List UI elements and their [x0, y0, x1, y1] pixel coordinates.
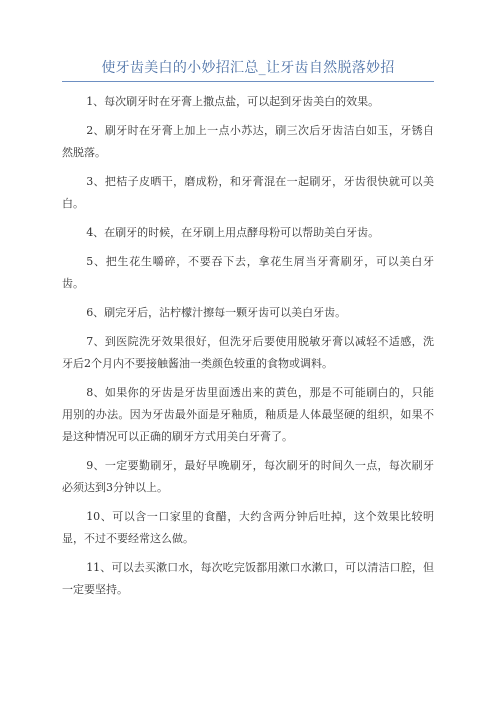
paragraph-3: 3、把桔子皮晒干，磨成粉，和牙膏混在一起刷牙，牙齿很快就可以美白。 — [62, 175, 434, 210]
document-body — [62, 91, 434, 608]
page-title: 使牙齿美白的小妙招汇总_让牙齿自然脱落妙招 — [101, 60, 395, 76]
paragraph-7: 7、到医院洗牙效果很好，但洗牙后要使用脱敏牙膏以减轻不适感，洗牙后2个月内不要接触酱油一类颜色较重的食物或调料。 — [62, 335, 434, 370]
paragraph-6: 6、刷完牙后，沾柠檬汁擦每一颗牙齿可以美白牙齿。 — [86, 306, 347, 319]
paragraph-10: 10、可以含一口家里的食醋，大约含两分钟后吐掉，这个效果比较明显，不过不要经常这么做。 — [62, 510, 434, 545]
paragraph-11: 11、可以去买漱口水，每次吃完饭都用漱口水漱口，可以清洁口腔，但一定要坚持。 — [62, 561, 434, 596]
paragraph-5: 5、把生花生嚼碎，不要吞下去，拿花生屑当牙膏刷牙，可以美白牙齿。 — [62, 255, 434, 290]
paragraph-8: 8、如果你的牙齿是牙齿里面透出来的黄色，那是不可能刷白的，只能用别的办法。因为牙齿最外面是牙釉质，釉质是人体最坚硬的组织，如果不是这种情况可以正确的刷牙方式用美白牙膏了。 — [62, 386, 434, 443]
title-divider — [62, 81, 434, 82]
paragraph-1: 1、每次刷牙时在牙膏上撒点盐，可以起到牙齿美白的效果。 — [86, 95, 380, 108]
paragraph-4: 4、在刷牙的时候，在牙刷上用点酵母粉可以帮助美白牙齿。 — [86, 226, 380, 239]
paragraph-9: 9、一定要勤刷牙，最好早晚刷牙，每次刷牙的时间久一点，每次刷牙必须达到3分钟以上。 — [62, 459, 434, 494]
paragraph-2: 2、刷牙时在牙膏上加上一点小苏达，刷三次后牙齿洁白如玉，牙锈自然脱落。 — [62, 124, 434, 159]
